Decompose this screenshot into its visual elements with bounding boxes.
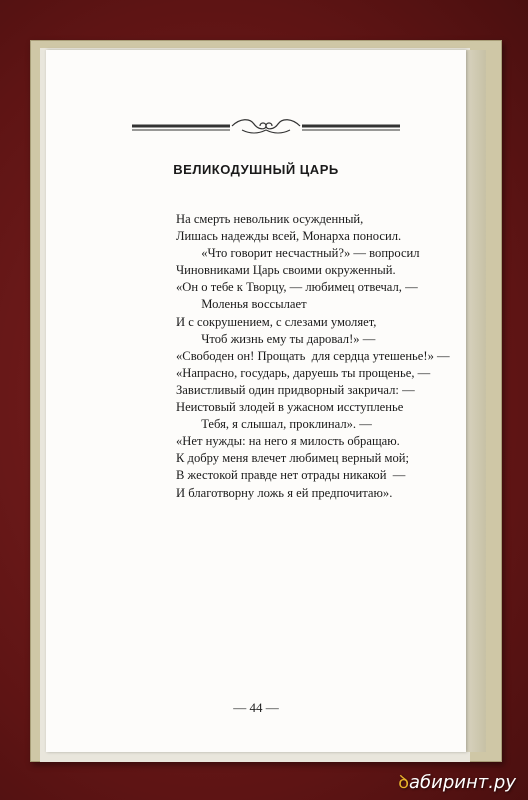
poem-line: Неистовый злодей в ужасном исступленье: [176, 400, 404, 415]
poem-line: «Он о тебе к Творцу, — любимец отвечал, —: [176, 280, 418, 295]
poem-line: Тебя, я слышал, проклинал». —: [176, 417, 372, 432]
poem-line: Чиновниками Царь своими окруженный.: [176, 263, 396, 278]
watermark-text: абиринт.ру: [408, 772, 516, 793]
poem-line: «Свободен он! Прощать для сердца утешенье!» —: [176, 348, 450, 363]
poem-line: Завистливый один придворный закричал: —: [176, 382, 415, 397]
site-watermark: [398, 770, 516, 794]
poem-line: И благотворну ложь я ей предпочитаю».: [176, 485, 393, 500]
poem-line: Лишась надежды всей, Монарха поносил.: [176, 229, 402, 244]
poem-line: Моленья воссылает: [176, 297, 307, 312]
poem-line: «Что говорит несчастный?» — вопросил: [176, 246, 420, 261]
poem-line: «Напрасно, государь, даруешь ты прощенье, —: [176, 365, 431, 380]
watermark-symbol: ꝺ: [398, 772, 409, 793]
poem-line: «Нет нужды: на него я милость обращаю.: [176, 434, 400, 449]
page-number: — 44 —: [233, 700, 279, 715]
poem-line: Чтоб жизнь ему ты даровал!» —: [176, 331, 376, 346]
ornamental-divider-icon: [132, 112, 400, 140]
poem-title: ВЕЛИКОДУШНЫЙ ЦАРЬ: [173, 162, 339, 177]
poem-line: В жестокой правде нет отрады никакой —: [176, 468, 406, 483]
poem-line: На смерть невольник осужденный,: [176, 212, 364, 226]
poem-body: [176, 211, 476, 502]
poem-line: И с сокрушением, с слезами умоляет,: [176, 314, 377, 329]
poem-line: К добру меня влечет любимец верный мой;: [176, 451, 410, 466]
